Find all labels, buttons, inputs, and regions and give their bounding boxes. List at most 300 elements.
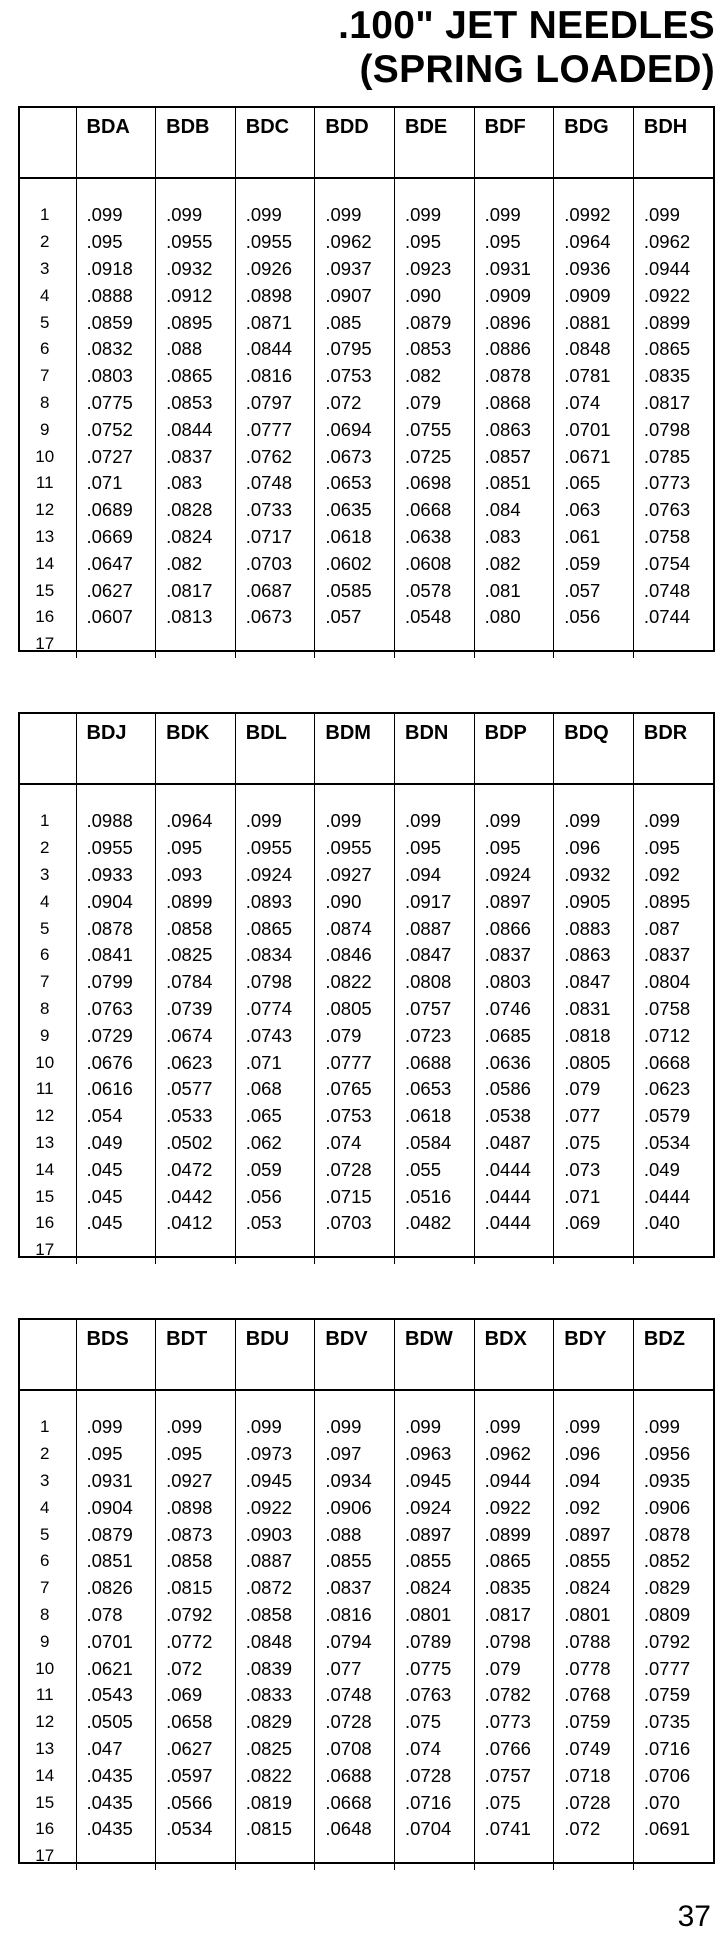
column-header: BDT bbox=[156, 1320, 236, 1390]
value-cell: .0706 bbox=[633, 1762, 713, 1789]
value-cell: .080 bbox=[474, 604, 554, 631]
row-number: 2 bbox=[40, 232, 50, 252]
value-cell: .0781 bbox=[554, 363, 634, 390]
value-cell: .0671 bbox=[554, 443, 634, 470]
value-cell: .072 bbox=[554, 1816, 634, 1843]
value-cell: .0444 bbox=[474, 1156, 554, 1183]
value-cell: .0872 bbox=[235, 1575, 315, 1602]
value-cell: .0725 bbox=[395, 443, 475, 470]
value-cell: .0909 bbox=[554, 282, 634, 309]
column-header: BDL bbox=[235, 714, 315, 784]
value-cell: .0516 bbox=[395, 1183, 475, 1210]
value-cell: .073 bbox=[554, 1156, 634, 1183]
value-cell: .059 bbox=[235, 1156, 315, 1183]
value-cell: .0841 bbox=[76, 942, 156, 969]
value-cell: .075 bbox=[395, 1709, 475, 1736]
table-row bbox=[20, 1548, 713, 1575]
value-cell: .077 bbox=[315, 1655, 395, 1682]
value-cell: .099 bbox=[633, 808, 713, 835]
value-cell: .0828 bbox=[156, 497, 236, 524]
value-cell: .0945 bbox=[395, 1468, 475, 1495]
value-cell bbox=[474, 1237, 554, 1264]
value-cell: .0817 bbox=[633, 390, 713, 417]
value-cell: .0444 bbox=[474, 1183, 554, 1210]
value-cell: .095 bbox=[474, 835, 554, 862]
column-header: BDR bbox=[633, 714, 713, 784]
row-number: 17 bbox=[35, 1240, 55, 1260]
value-cell: .0962 bbox=[474, 1441, 554, 1468]
column-header: BDY bbox=[554, 1320, 634, 1390]
value-cell: .087 bbox=[633, 915, 713, 942]
data-table bbox=[20, 1320, 713, 1870]
value-cell: .0442 bbox=[156, 1183, 236, 1210]
value-cell: .082 bbox=[395, 363, 475, 390]
value-cell: .0855 bbox=[395, 1548, 475, 1575]
value-cell bbox=[554, 631, 634, 658]
row-number: 1 bbox=[40, 1417, 50, 1437]
table-row bbox=[20, 604, 713, 631]
column-header: BDC bbox=[235, 108, 315, 178]
value-cell: .088 bbox=[156, 336, 236, 363]
page-title-line-1: .100" JET NEEDLES bbox=[338, 4, 715, 47]
value-cell: .090 bbox=[315, 888, 395, 915]
row-number: 15 bbox=[35, 1186, 55, 1206]
value-cell: .096 bbox=[554, 835, 634, 862]
header-row bbox=[20, 108, 713, 178]
value-cell: .0566 bbox=[156, 1789, 236, 1816]
value-cell: .0932 bbox=[554, 862, 634, 889]
value-cell: .075 bbox=[474, 1789, 554, 1816]
value-cell bbox=[395, 1237, 475, 1264]
value-cell: .0803 bbox=[76, 363, 156, 390]
value-cell: .0785 bbox=[633, 443, 713, 470]
value-cell bbox=[633, 631, 713, 658]
value-cell: .082 bbox=[156, 550, 236, 577]
value-cell: .090 bbox=[395, 282, 475, 309]
value-cell: .0766 bbox=[474, 1736, 554, 1763]
row-number: 1 bbox=[40, 205, 50, 225]
value-cell: .0944 bbox=[474, 1468, 554, 1495]
value-cell: .0801 bbox=[554, 1602, 634, 1629]
value-cell: .0848 bbox=[235, 1628, 315, 1655]
value-cell: .0825 bbox=[156, 942, 236, 969]
page-title-line-2: (SPRING LOADED) bbox=[359, 48, 715, 91]
value-cell: .0775 bbox=[76, 390, 156, 417]
value-cell: .099 bbox=[554, 1414, 634, 1441]
row-number: 4 bbox=[40, 1497, 50, 1517]
value-cell: .0584 bbox=[395, 1130, 475, 1157]
value-cell: .099 bbox=[554, 808, 634, 835]
corner-cell bbox=[20, 1320, 76, 1390]
value-cell: .095 bbox=[76, 229, 156, 256]
column-header: BDQ bbox=[554, 714, 634, 784]
value-cell: .0824 bbox=[156, 524, 236, 551]
row-number: 12 bbox=[35, 1106, 55, 1126]
value-cell: .055 bbox=[395, 1156, 475, 1183]
row-number: 7 bbox=[40, 1578, 50, 1598]
value-cell: .047 bbox=[76, 1736, 156, 1763]
table-row bbox=[20, 942, 713, 969]
column-header: BDM bbox=[315, 714, 395, 784]
value-cell: .0789 bbox=[395, 1628, 475, 1655]
value-cell: .0805 bbox=[554, 1049, 634, 1076]
table-row bbox=[20, 1076, 713, 1103]
value-cell: .0748 bbox=[633, 577, 713, 604]
table-row bbox=[20, 282, 713, 309]
value-cell: .0754 bbox=[633, 550, 713, 577]
value-cell: .065 bbox=[235, 1103, 315, 1130]
value-cell: .0962 bbox=[633, 229, 713, 256]
value-cell: .0435 bbox=[76, 1816, 156, 1843]
value-cell: .0844 bbox=[156, 416, 236, 443]
value-cell: .0897 bbox=[474, 888, 554, 915]
value-cell: .0973 bbox=[235, 1441, 315, 1468]
column-header: BDU bbox=[235, 1320, 315, 1390]
column-header: BDX bbox=[474, 1320, 554, 1390]
value-cell: .0703 bbox=[235, 550, 315, 577]
row-number: 12 bbox=[35, 1712, 55, 1732]
value-cell bbox=[76, 631, 156, 658]
value-cell: .0964 bbox=[554, 229, 634, 256]
table-row bbox=[20, 1022, 713, 1049]
table-row bbox=[20, 577, 713, 604]
value-cell: .0784 bbox=[156, 969, 236, 996]
value-cell: .099 bbox=[395, 202, 475, 229]
value-cell: .0831 bbox=[554, 996, 634, 1023]
value-cell: .0755 bbox=[395, 416, 475, 443]
value-cell: .0804 bbox=[633, 969, 713, 996]
value-cell: .099 bbox=[235, 1414, 315, 1441]
value-cell: .0673 bbox=[315, 443, 395, 470]
value-cell: .0926 bbox=[235, 256, 315, 283]
value-cell: .092 bbox=[633, 862, 713, 889]
value-cell: .0815 bbox=[156, 1575, 236, 1602]
value-cell: .0668 bbox=[395, 497, 475, 524]
table-row bbox=[20, 1816, 713, 1843]
value-cell: .065 bbox=[554, 470, 634, 497]
value-cell: .0768 bbox=[554, 1682, 634, 1709]
table-row bbox=[20, 1682, 713, 1709]
table-row bbox=[20, 915, 713, 942]
needle-table-2 bbox=[18, 712, 715, 1258]
value-cell: .0955 bbox=[235, 835, 315, 862]
value-cell: .0607 bbox=[76, 604, 156, 631]
value-cell: .0898 bbox=[235, 282, 315, 309]
value-cell: .0835 bbox=[633, 363, 713, 390]
column-header: BDF bbox=[474, 108, 554, 178]
table-row bbox=[20, 1103, 713, 1130]
row-number: 9 bbox=[40, 1025, 50, 1045]
row-number: 3 bbox=[40, 1470, 50, 1490]
value-cell: .0822 bbox=[315, 969, 395, 996]
value-cell: .0616 bbox=[76, 1076, 156, 1103]
value-cell: .0775 bbox=[395, 1655, 475, 1682]
value-cell: .0955 bbox=[156, 229, 236, 256]
value-cell: .0739 bbox=[156, 996, 236, 1023]
value-cell: .0623 bbox=[156, 1049, 236, 1076]
value-cell: .0922 bbox=[474, 1494, 554, 1521]
value-cell: .0883 bbox=[554, 915, 634, 942]
value-cell: .097 bbox=[315, 1441, 395, 1468]
row-number: 10 bbox=[35, 446, 55, 466]
value-cell: .0879 bbox=[395, 309, 475, 336]
value-cell: .0832 bbox=[76, 336, 156, 363]
value-cell: .099 bbox=[76, 202, 156, 229]
value-cell: .054 bbox=[76, 1103, 156, 1130]
value-cell: .0956 bbox=[633, 1441, 713, 1468]
value-cell: .0585 bbox=[315, 577, 395, 604]
value-cell: .099 bbox=[156, 202, 236, 229]
value-cell: .083 bbox=[474, 524, 554, 551]
header-row bbox=[20, 714, 713, 784]
value-cell: .0777 bbox=[235, 416, 315, 443]
value-cell: .099 bbox=[395, 1414, 475, 1441]
value-cell: .056 bbox=[554, 604, 634, 631]
value-cell bbox=[235, 1843, 315, 1870]
table-row bbox=[20, 470, 713, 497]
value-cell: .0963 bbox=[395, 1441, 475, 1468]
value-cell: .0834 bbox=[235, 942, 315, 969]
value-cell bbox=[395, 1843, 475, 1870]
value-cell: .0833 bbox=[235, 1682, 315, 1709]
value-cell: .0848 bbox=[554, 336, 634, 363]
value-cell: .0855 bbox=[315, 1548, 395, 1575]
value-cell bbox=[156, 1237, 236, 1264]
value-cell: .0835 bbox=[474, 1575, 554, 1602]
value-cell: .057 bbox=[554, 577, 634, 604]
value-cell: .0635 bbox=[315, 497, 395, 524]
value-cell: .0897 bbox=[554, 1521, 634, 1548]
row-number: 7 bbox=[40, 972, 50, 992]
value-cell: .0586 bbox=[474, 1076, 554, 1103]
table-row bbox=[20, 256, 713, 283]
value-cell: .057 bbox=[315, 604, 395, 631]
value-cell: .0895 bbox=[156, 309, 236, 336]
row-number: 16 bbox=[35, 607, 55, 627]
value-cell: .068 bbox=[235, 1076, 315, 1103]
row-number: 2 bbox=[40, 838, 50, 858]
value-cell: .095 bbox=[395, 229, 475, 256]
row-number: 9 bbox=[40, 1631, 50, 1651]
value-cell: .059 bbox=[554, 550, 634, 577]
value-cell: .099 bbox=[474, 808, 554, 835]
value-cell: .0873 bbox=[156, 1521, 236, 1548]
value-cell: .096 bbox=[554, 1441, 634, 1468]
value-cell: .0412 bbox=[156, 1210, 236, 1237]
value-cell: .0502 bbox=[156, 1130, 236, 1157]
value-cell: .071 bbox=[235, 1049, 315, 1076]
value-cell: .0694 bbox=[315, 416, 395, 443]
value-cell: .0824 bbox=[395, 1575, 475, 1602]
value-cell: .0918 bbox=[76, 256, 156, 283]
row-number: 2 bbox=[40, 1444, 50, 1464]
value-cell: .0924 bbox=[474, 862, 554, 889]
value-cell: .095 bbox=[474, 229, 554, 256]
value-cell: .085 bbox=[315, 309, 395, 336]
value-cell: .0829 bbox=[633, 1575, 713, 1602]
data-table bbox=[20, 108, 713, 658]
value-cell: .099 bbox=[235, 202, 315, 229]
value-cell: .077 bbox=[554, 1103, 634, 1130]
value-cell: .0749 bbox=[554, 1736, 634, 1763]
table-row bbox=[20, 1789, 713, 1816]
table-row bbox=[20, 524, 713, 551]
table-row bbox=[20, 336, 713, 363]
value-cell: .079 bbox=[315, 1022, 395, 1049]
value-cell bbox=[156, 631, 236, 658]
value-cell: .088 bbox=[315, 1521, 395, 1548]
value-cell: .0472 bbox=[156, 1156, 236, 1183]
value-cell: .0866 bbox=[474, 915, 554, 942]
value-cell: .0777 bbox=[633, 1655, 713, 1682]
header-row bbox=[20, 1320, 713, 1390]
value-cell: .0757 bbox=[395, 996, 475, 1023]
value-cell bbox=[76, 1237, 156, 1264]
value-cell: .0962 bbox=[315, 229, 395, 256]
value-cell: .0435 bbox=[76, 1762, 156, 1789]
value-cell: .0853 bbox=[395, 336, 475, 363]
table-row bbox=[20, 1441, 713, 1468]
value-cell bbox=[554, 1237, 634, 1264]
value-cell: .0944 bbox=[633, 256, 713, 283]
value-cell: .0816 bbox=[235, 363, 315, 390]
value-cell: .0844 bbox=[235, 336, 315, 363]
table-row bbox=[20, 1709, 713, 1736]
needle-table-3 bbox=[18, 1318, 715, 1864]
table-row bbox=[20, 1602, 713, 1629]
table-row bbox=[20, 888, 713, 915]
value-cell: .0797 bbox=[235, 390, 315, 417]
value-cell: .0623 bbox=[633, 1076, 713, 1103]
value-cell: .099 bbox=[76, 1414, 156, 1441]
table-row bbox=[20, 969, 713, 996]
value-cell: .0691 bbox=[633, 1816, 713, 1843]
value-cell: .072 bbox=[156, 1655, 236, 1682]
value-cell: .082 bbox=[474, 550, 554, 577]
value-cell: .0879 bbox=[76, 1521, 156, 1548]
value-cell bbox=[235, 631, 315, 658]
value-cell: .0538 bbox=[474, 1103, 554, 1130]
value-cell: .095 bbox=[76, 1441, 156, 1468]
value-cell: .071 bbox=[554, 1183, 634, 1210]
value-cell: .099 bbox=[474, 202, 554, 229]
table-row bbox=[20, 1210, 713, 1237]
value-cell: .0933 bbox=[76, 862, 156, 889]
table-row bbox=[20, 1468, 713, 1495]
value-cell: .0723 bbox=[395, 1022, 475, 1049]
value-cell: .0792 bbox=[156, 1602, 236, 1629]
value-cell: .0688 bbox=[395, 1049, 475, 1076]
value-cell: .074 bbox=[395, 1736, 475, 1763]
value-cell: .0579 bbox=[633, 1103, 713, 1130]
value-cell: .099 bbox=[315, 202, 395, 229]
value-cell bbox=[76, 1843, 156, 1870]
table-row bbox=[20, 390, 713, 417]
value-cell: .0773 bbox=[633, 470, 713, 497]
value-cell: .0782 bbox=[474, 1682, 554, 1709]
value-cell: .0618 bbox=[315, 524, 395, 551]
column-header: BDS bbox=[76, 1320, 156, 1390]
table-row bbox=[20, 416, 713, 443]
value-cell: .0729 bbox=[76, 1022, 156, 1049]
row-number: 3 bbox=[40, 258, 50, 278]
value-cell: .0829 bbox=[235, 1709, 315, 1736]
value-cell: .0715 bbox=[315, 1183, 395, 1210]
value-cell: .0859 bbox=[76, 309, 156, 336]
column-header: BDA bbox=[76, 108, 156, 178]
value-cell: .0819 bbox=[235, 1789, 315, 1816]
value-cell: .0903 bbox=[235, 1521, 315, 1548]
value-cell: .0735 bbox=[633, 1709, 713, 1736]
value-cell: .0728 bbox=[315, 1156, 395, 1183]
value-cell: .0763 bbox=[633, 497, 713, 524]
value-cell: .0543 bbox=[76, 1682, 156, 1709]
corner-cell bbox=[20, 108, 76, 178]
value-cell: .095 bbox=[633, 835, 713, 862]
value-cell: .0801 bbox=[395, 1602, 475, 1629]
value-cell: .063 bbox=[554, 497, 634, 524]
value-cell: .0855 bbox=[554, 1548, 634, 1575]
value-cell: .0772 bbox=[156, 1628, 236, 1655]
value-cell: .0636 bbox=[474, 1049, 554, 1076]
value-cell: .0716 bbox=[395, 1789, 475, 1816]
value-cell: .0813 bbox=[156, 604, 236, 631]
value-cell: .079 bbox=[554, 1076, 634, 1103]
value-cell: .083 bbox=[156, 470, 236, 497]
value-cell: .0752 bbox=[76, 416, 156, 443]
value-cell: .0728 bbox=[315, 1709, 395, 1736]
value-cell: .0898 bbox=[156, 1494, 236, 1521]
value-cell: .0899 bbox=[156, 888, 236, 915]
column-header: BDP bbox=[474, 714, 554, 784]
value-cell: .0674 bbox=[156, 1022, 236, 1049]
value-cell: .0799 bbox=[76, 969, 156, 996]
row-number: 17 bbox=[35, 634, 55, 654]
value-cell: .079 bbox=[395, 390, 475, 417]
value-cell: .0758 bbox=[633, 996, 713, 1023]
table-row bbox=[20, 229, 713, 256]
table-row bbox=[20, 996, 713, 1023]
value-cell: .0945 bbox=[235, 1468, 315, 1495]
table-row bbox=[20, 808, 713, 835]
value-cell: .056 bbox=[235, 1183, 315, 1210]
spacer-row bbox=[20, 178, 713, 202]
value-cell: .0689 bbox=[76, 497, 156, 524]
value-cell: .0878 bbox=[76, 915, 156, 942]
value-cell: .0992 bbox=[554, 202, 634, 229]
table-row bbox=[20, 1156, 713, 1183]
value-cell: .081 bbox=[474, 577, 554, 604]
value-cell: .099 bbox=[395, 808, 475, 835]
value-cell: .0863 bbox=[554, 942, 634, 969]
data-table bbox=[20, 714, 713, 1264]
value-cell: .0627 bbox=[76, 577, 156, 604]
row-number: 17 bbox=[35, 1846, 55, 1866]
row-number: 8 bbox=[40, 998, 50, 1018]
value-cell bbox=[633, 1843, 713, 1870]
row-number: 13 bbox=[35, 1738, 55, 1758]
value-cell: .045 bbox=[76, 1210, 156, 1237]
value-cell: .0809 bbox=[633, 1602, 713, 1629]
table-row bbox=[20, 1049, 713, 1076]
value-cell: .0758 bbox=[633, 524, 713, 551]
value-cell: .075 bbox=[554, 1130, 634, 1157]
value-cell: .099 bbox=[315, 1414, 395, 1441]
value-cell: .0923 bbox=[395, 256, 475, 283]
value-cell: .0487 bbox=[474, 1130, 554, 1157]
value-cell: .0533 bbox=[156, 1103, 236, 1130]
value-cell: .0955 bbox=[315, 835, 395, 862]
